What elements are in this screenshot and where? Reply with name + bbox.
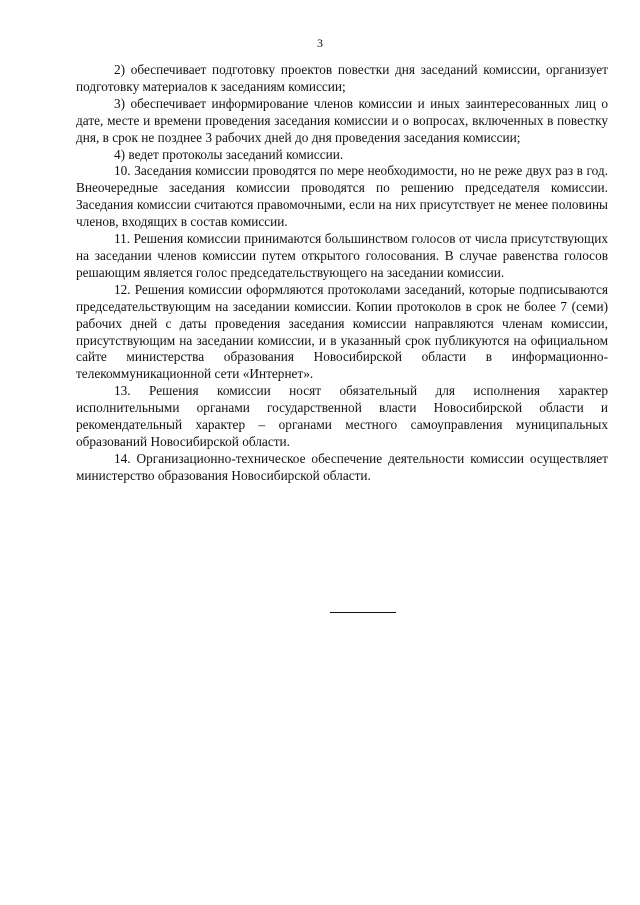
paragraph-item-4: 4) ведет протоколы заседаний комиссии. <box>114 146 344 162</box>
paragraph-item-2: 2) обеспечивает подготовку проектов повестки дня заседаний комиссии, организует подготовку материалов к заседаниям комиссии; <box>76 62 608 94</box>
end-divider-line <box>330 612 396 613</box>
document-body <box>76 62 608 485</box>
paragraph-item-3: 3) обеспечивает информирование членов комиссии и иных заинтересованных лиц о дате, месте и времени проведения заседания комиссии и о вопросах, включенных в повестку дня, в срок не позднее 3 рабочих дней до дня проведения заседания комиссии; <box>76 95 608 145</box>
paragraph-clause-14: 14. Организационно-техническое обеспечение деятельности комиссии осуществляет министерство образования Новосибирской области. <box>76 450 608 483</box>
paragraph-clause-12: 12. Решения комиссии оформляются протоколами заседаний, которые подписываются председательствующим на заседании комиссии. Копии протоколов в срок не более 7 (семи) рабочих дней с даты проведения заседания комиссии направляются членам комиссии, присутствующим на заседании комиссии, и в указанный срок публикуются на официальном сайте министерства образования Новосибирской области в информационно-телекоммуникационной сети «Интернет». <box>76 281 608 382</box>
paragraph-clause-11: 11. Решения комиссии принимаются большинством голосов от числа присутствующих на заседании членов комиссии путем открытого голосования. В случае равенства голосов решающим является голос председательствующего на заседании комиссии. <box>76 231 608 280</box>
paragraph-clause-13: 13. Решения комиссии носят обязательный для исполнения характер исполнительными органами государственной власти Новосибирской области и рекомендательный характер – органами местного самоуправления муниципальных образований Новосибирской области. <box>76 383 608 449</box>
paragraph-clause-10: 10. Заседания комиссии проводятся по мере необходимости, но не реже двух раз в год. Внеочередные заседания комиссии проводятся по решению председателя комиссии. Заседания комиссии считаются правомочными, если на них присутствует не менее половины членов, входящих в состав комиссии. <box>76 163 608 230</box>
page-number: 3 <box>317 36 323 50</box>
